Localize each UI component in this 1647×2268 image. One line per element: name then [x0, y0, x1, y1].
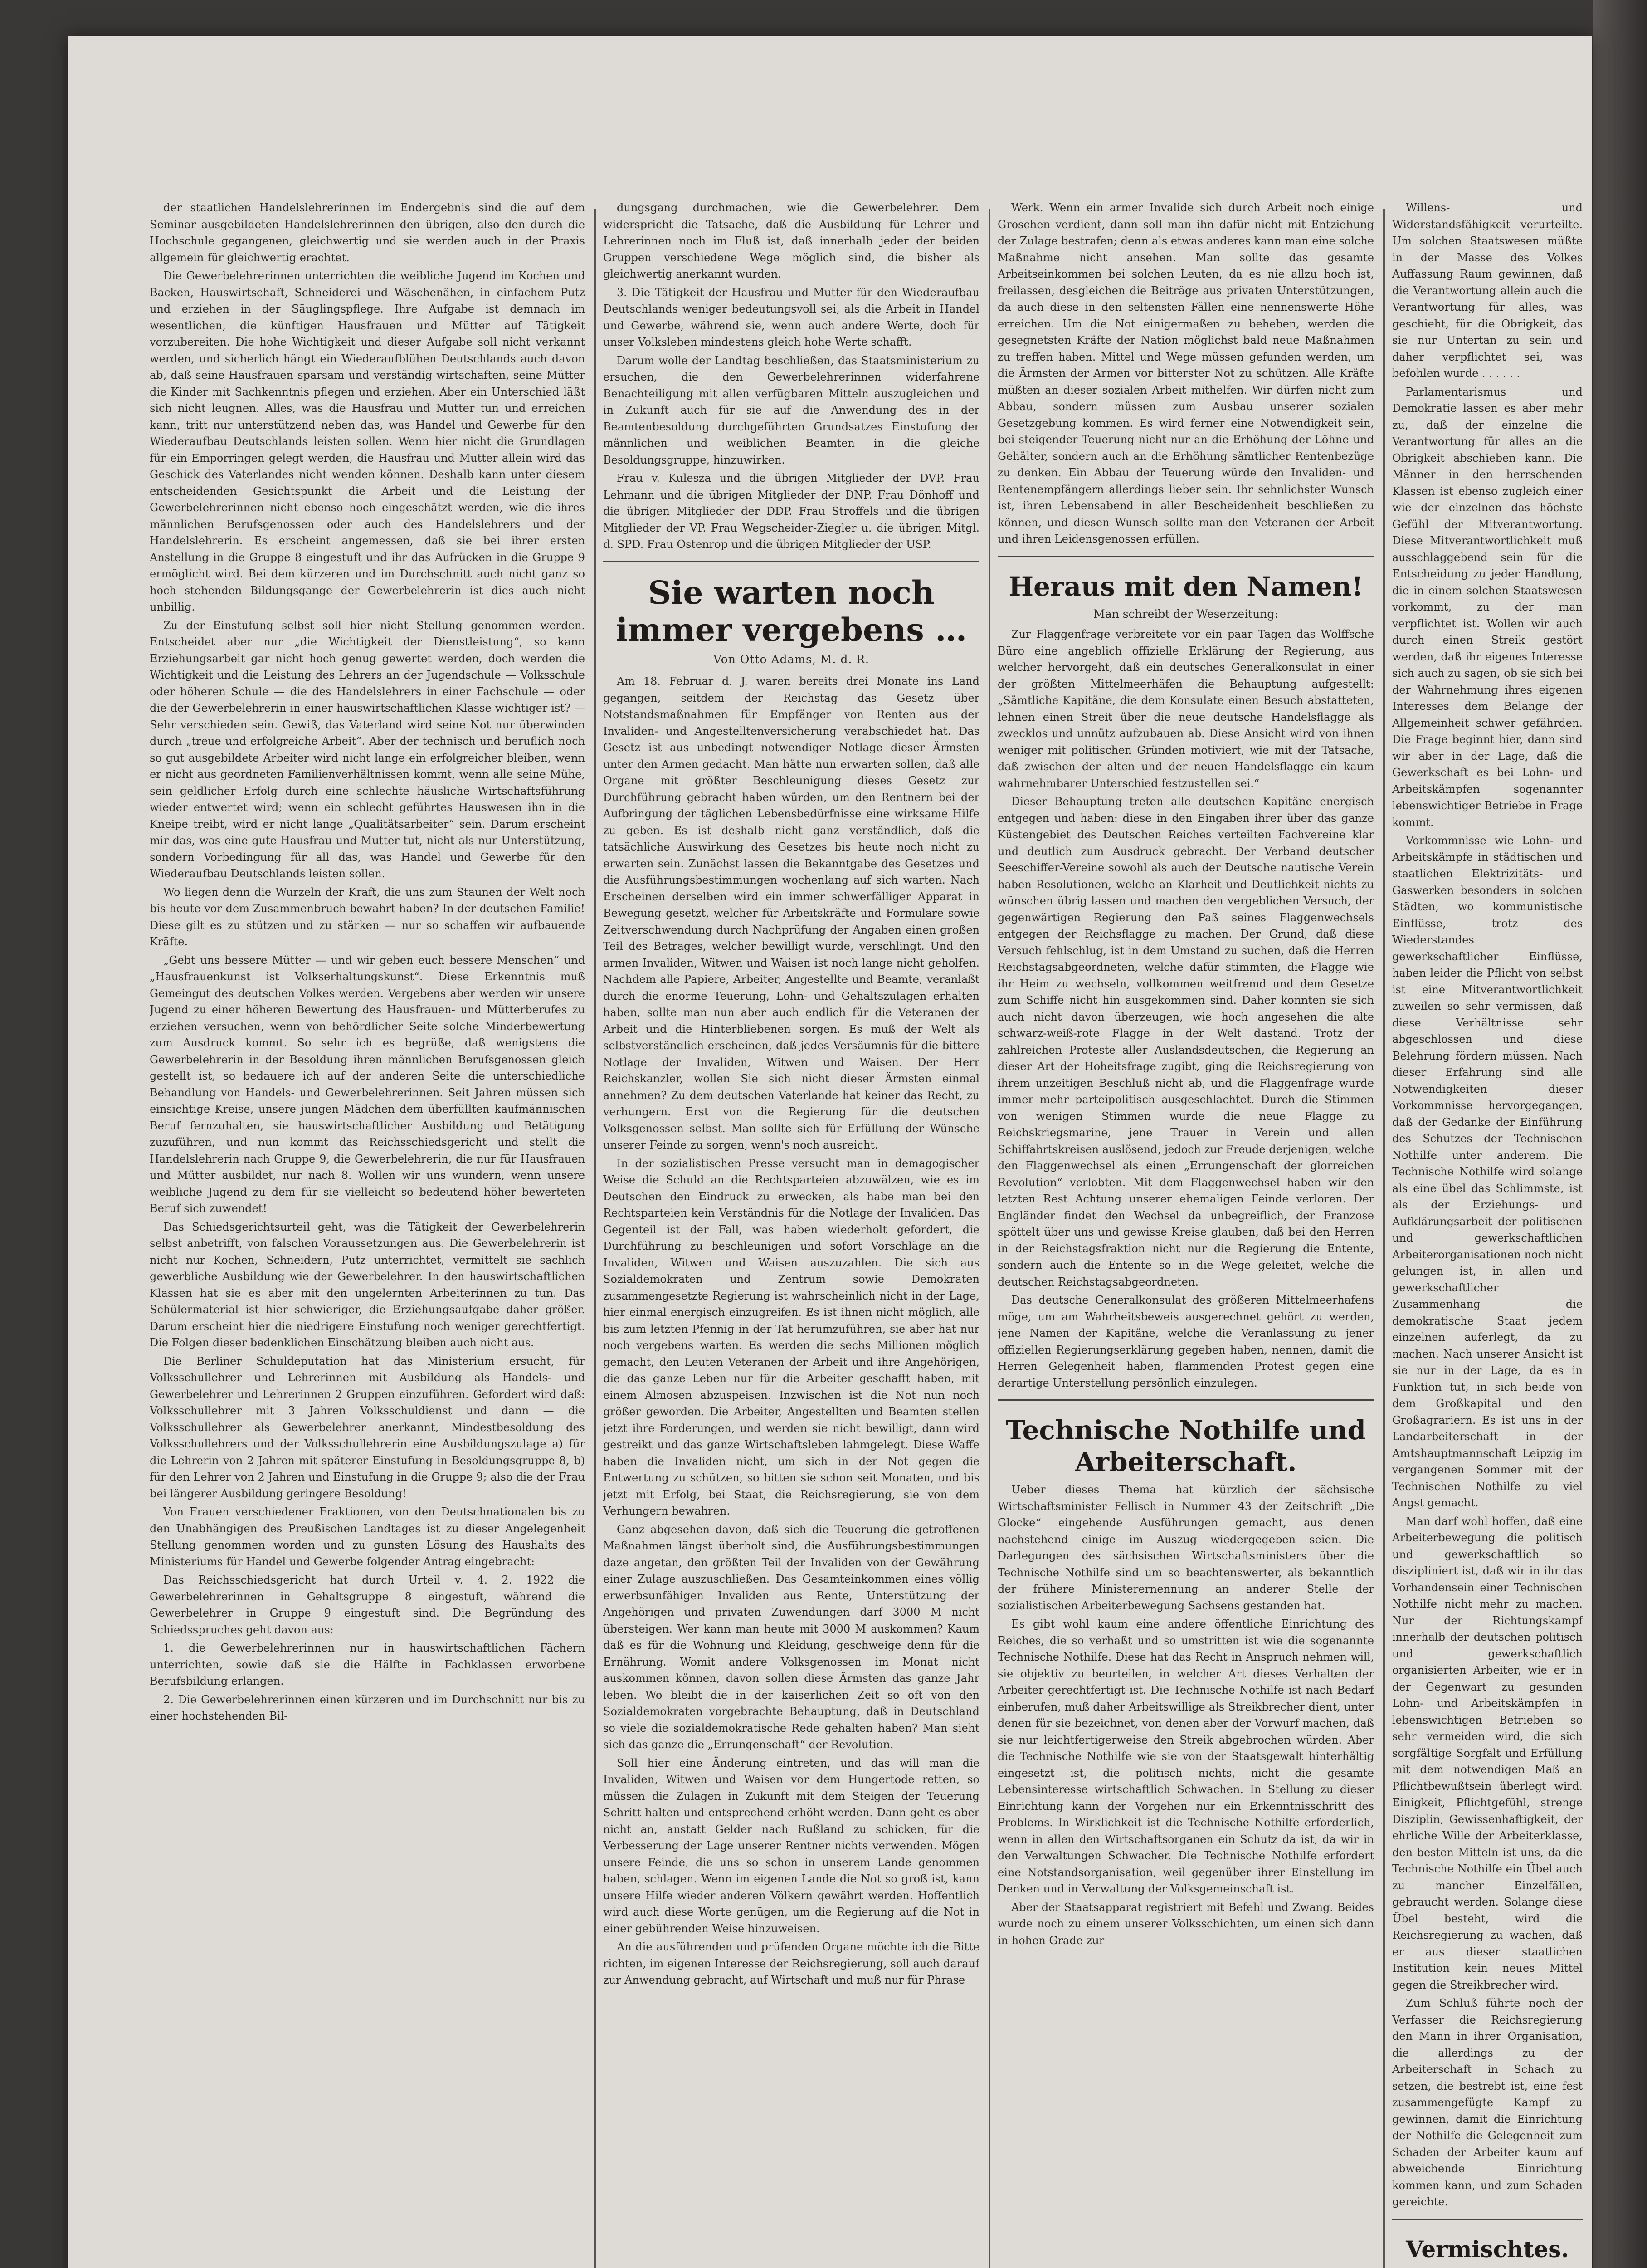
column-4 [1392, 200, 1583, 2268]
section-divider [998, 1399, 1374, 1401]
scanner-edge [1593, 0, 1647, 2268]
paragraph: Darum wolle der Landtag beschließen, das Staatsministerium zu ersuchen, die den Gewerbelehrerinnen widerfahrene Benachteiligung mit allen verfügbaren Mitteln auszugleichen und in Zukunft auch für sie auf die Anwendung des in der Beamtenbesoldung durchgeführten Grundsatzes Einstufung der männlichen und weiblichen Beamten in die gleiche Besoldungsgruppe, hinzuwirken. [603, 354, 979, 466]
paragraph: Parlamentarismus und Demokratie lassen es aber mehr zu, daß der einzelne die Verantwortung für alles an die Obrigkeit abschieben kann. Die Männer in den herrschenden Klassen ist ebenso zugleich einer wie der einzelnen das höchste Gefühl der Mitverantwortung. Diese Mitverantwortlichkeit muß ausschlaggebend sein für die Entscheidung zu jeder Handlung, die in einem solchen Staatswesen vorkommt, zu der man verpflichtet ist. Wollen wir auch durch einen Streik gestört werden, daß ihr eigenes Interesse sich auch zu sagen, ob sie sich bei der Wahrnehmung ihres eigenen Interesses dem Belange der Allgemeinheit schwer gefährden. Die Frage beginnt hier, dann sind wir aber in der Lage, daß die Gewerkschaft es bei Lohn- und Arbeitskämpfen sogenannter lebenswichtiger Betriebe in Frage kommt. [1392, 385, 1583, 829]
paragraph: Die Gewerbelehrerinnen unterrichten die weibliche Jugend im Kochen und Backen, Hauswirtschaft, Schneiderei und Wäschenähen, in einfachem Putz und erziehen in der Säuglingspflege. Ihre Aufgabe ist demnach im wesentlichen, die künftigen Hausfrauen und Mütter auf Tätigkeit vorzubereiten. Die hohe Wichtigkeit und dieser Aufgabe soll nicht verkannt werden, und sicherlich hängt ein Wiederaufblühen Deutschlands auch davon ab, daß seine Hausfrauen sparsam und verständig wirtschaften, seine Mütter die Kinder mit Sachkenntnis pflegen und erziehen. Aber ein Unterschied läßt sich nicht leugnen. Alles, was die Hausfrau und Mutter tun und erreichen kann, tritt nur unterstützend neben das, was Handel und Gewerbe für den Wiederaufbau Deutschlands leisten sollen. Wenn hier nicht die Grundlagen für ein Emporringen gelegt werden, die Hausfrau und Mutter allein wird das Geschick des Vaterlandes nicht wenden können. Deshalb kann unter diesem entscheidenden Gesichtspunkt die Arbeit und die Leistung der Gewerbelehrerinnen nicht ebenso hoch eingeschätzt werden, wie die ihres männlichen Berufsgenossen oder auch des Handelslehrers und der Handelslehrerin. Es erscheint angemessen, daß sie bei ihrer ersten Anstellung in die Gruppe 8 eingestuft und ihr das Aufrücken in die Gruppe 9 ermöglicht wird. Bei dem kürzeren und im Durchschnitt auch nicht ganz so hoch stehenden Bildungsgange der Gewerbelehrerin ist dies auch nicht unbillig. [150, 269, 585, 613]
column-rule [989, 209, 990, 2268]
section-divider [1392, 2219, 1583, 2220]
paragraph: Die Berliner Schuldeputation hat das Ministerium ersucht, für Volksschullehrer und Lehrerinnen mit Ausbildung als Handels- und Gewerbelehrer und Lehrerinnen 2 Gruppen einzuführen. Gefordert wird daß: Volksschullehrer mit 3 Jahren Volksschuldienst und dann — die Volksschullehrer als Gewerbelehrer anerkannt, Mindestbesoldung des Volksschullehrers und der Volksschullehrerin eine Ausbildungszulage a) für die Lehrerin von 2 Jahren mit späterer Einstufung in Besoldungsgruppe 8, b) für den Lehrer von 2 Jahren und Einstufung in die Gruppe 9; also die der Frau bei längerer Ausbildung geringere Besoldung! [150, 1354, 585, 1500]
paragraph: Aber der Staatsapparat registriert mit Befehl und Zwang. Beides wurde noch zu einem unserer Volksschichten, um einen sich dann in hohen Grade zur [998, 1901, 1374, 1947]
paragraph: Man darf wohl hoffen, daß eine Arbeiterbewegung die politisch und gewerkschaftlich so diszipliniert ist, daß wir in ihr das Vorhandensein einer Technischen Nothilfe nicht mehr zu machen. Nur der Richtungskampf innerhalb der deutschen politisch und gewerkschaftlich organisierten Arbeiter, wie er in der Gegenwart zu gesunden Lohn- und Arbeitskämpfen in lebenswichtigen Betrieben so sehr vermeiden wird, die sich sorgfältige Sorgfalt und Erfüllung mit dem notwendigen Maß an Pflichtbewußtsein überlegt wird. Einigkeit, Pflichtgefühl, strenge Disziplin, Gewissenhaftigkeit, der ehrliche Wille der Arbeiterklasse, den besten Mitteln ist uns, da die Technische Nothilfe ein Übel auch zu mancher Einzelfällen, gebraucht werden. Solange diese Übel besteht, wird die Reichsregierung zu wachen, daß er aus dieser staatlichen Institution kein neues Mittel gegen die Streikbrecher wird. [1392, 1515, 1583, 1991]
column-rule [1383, 209, 1385, 2268]
paragraph: 1. die Gewerbelehrerinnen nur in hauswirtschaftlichen Fächern unterrichten, sowie daß sie die Hälfte in Fachklassen erworbene Berufsbildung erlangen. [150, 1642, 585, 1687]
paragraph: In der sozialistischen Presse versucht man in demagogischer Weise die Schuld an die Rechtsparteien abzuwälzen, wie es im Deutschen den Eindruck zu erwecken, als habe man bei den Rechtsparteien kein Verständnis für die Notlage der Invaliden. Das Gegenteil ist der Fall, was haben wiederholt gefordert, die Durchführung zu beschleunigen und sofort Vorschläge an die Invaliden, Witwen und Waisen auszuzahlen. Die sich aus Sozialdemokraten und Zentrum sowie Demokraten zusammengesetzte Regierung ist wahrscheinlich nicht in der Lage, hier einmal energisch einzugreifen. Es ist ihnen nicht möglich, alle bis zum letzten Pfennig in der Tat herumzuführen, sie aber hat nur noch vergebens warten. Es werden die sechs Millionen möglich gemacht, den Leuten Veteranen der Arbeit und ihre Angehörigen, die das ganze Leben nur für die Arbeiter geschafft haben, mit einem Almosen abzuspeisen. Inzwischen ist die Not nun noch größer geworden. Die Arbeiter, Angestellten und Beamten stellen jetzt ihre Forderungen, und werden sie nicht bewilligt, dann wird gestreikt und das ganze Wirtschaftsleben lahmgelegt. Diese Waffe haben die Invaliden nicht, um sich in der Not gegen die Entwertung zu schützen, so bitten sie schon seit Monaten, und bis jetzt mit Erfolg, bei Staat, die Reichsregierung, sie von dem Verhungern bewahren. [603, 1157, 979, 1517]
paragraph: Vorkommnisse wie Lohn- und Arbeitskämpfe in städtischen und staatlichen Elektrizitäts- und Gaswerken besonders in solchen Städten, wo kommunistische Einflüsse, trotz des Wiederstandes gewerkschaftlicher Einflüsse, haben leider die Pflicht von selbst ist eine Mitverantwortlichkeit zuweilen so sehr vermissen, daß diese Verhältnisse sehr abgeschlossen und diese Belehrung fördern müssen. Nach dieser Erfahrung sind alle Notwendigkeiten dieser Vorkommnisse hervorgegangen, daß der Gedanke der Einführung des Schutzes der Technischen Nothilfe unter anderem. Die Technische Nothilfe wird solange als eine übel das Schlimmste, ist als der Erziehungs- und Aufklärungsarbeit der politischen und gewerkschaftlichen Arbeiterorganisationen noch nicht gelungen ist, in allen und gewerkschaftlicher Zusammenhang die demokratische Staat jedem einzelnen auferlegt, da zu machen. Nach unserer Ansicht ist sie nur in der Lage, da es in Funktion tut, in sich beide von dem Großkapital und den Großagrariern. Es ist uns in der Landarbeiterschaft in der Amtshauptmannschaft Leipzig im vergangenen Sommer mit der Technischen Nothilfe zu viel Angst gemacht. [1392, 834, 1583, 1509]
paragraph: Soll hier eine Änderung eintreten, und das will man die Invaliden, Witwen und Waisen vor dem Hungertode retten, so müssen die Zulagen in Zukunft mit dem Steigen der Teuerung Schritt halten und entsprechend erhöht werden. Dann geht es aber nicht an, anstatt Gelder nach Rußland zu schicken, für die Verbesserung der Lage unserer Rentner nichts verwenden. Mögen unsere Feinde, die uns so schon in unserem Lande genommen haben, schlagen. Wenn im eigenen Lande die Not so groß ist, kann unsere Hilfe wieder anderen Völkern gewährt werden. Hoffentlich wird auch diese Worte genügen, um die Regierung auf die Not in einer gebührenden Weise hinzuweisen. [603, 1756, 979, 1935]
article-headline: Technische Nothilfe und Arbeiterschaft. [1006, 1415, 1366, 1477]
paragraph: Frau v. Kulesza und die übrigen Mitglieder der DVP. Frau Lehmann und die übrigen Mitglieder der DNP. Frau Dönhoff und die übrigen Mitglieder der DDP. Frau Stroffels und die übrigen Mitglieder der VP. Frau Wegscheider-Ziegler u. die übrigen Mitgl. d. SPD. Frau Ostenrop und die übrigen Mitglieder der USP. [603, 472, 979, 551]
column-1 [150, 200, 585, 2268]
article-headline: Vermischtes. [1406, 2235, 1569, 2263]
paragraph: Werk. Wenn ein armer Invalide sich durch Arbeit noch einige Groschen verdient, dann soll man ihn dafür nicht mit Entziehung der Zulage bestrafen; denn als etwas anderes kann man eine solche Maßnahme nicht ansehen. Man sollte das gesamte Arbeitseinkommen bei solchen Leuten, da es nie allzu hoch ist, freilassen, desgleichen die Beiträge aus privaten Unterstützungen, da auch diese in den seltensten Fällen eine nennenswerte Höhe erreichen. Um die Not einigermaßen zu beheben, werden die gesegnetsten Kräfte der Nation möglichst bald neue Maßnahmen zu treffen haben. Mittel und Wege müssen gefunden werden, um die Ärmsten der Armen vor bitterster Not zu schützen. Alle Kräfte müßten an dieser sozialen Arbeit mithelfen. Wir dürfen nicht zum Abbau, sondern müssen zum Ausbau unserer sozialen Gesetzgebung kommen. Es wird ferner eine Notwendigkeit sein, bei steigender Teuerung nicht nur an die Erhöhung der Löhne und Gehälter, sondern auch an die Erhöhung sämtlicher Rentenbezüge zu denken. Ein Abbau der Teuerung würde den Invaliden- und Rentenempfängern allerdings lieber sein. Ihr sehnlichster Wunsch ist, ihren Lebensabend in aller Bescheidenheit beschließen zu können, und diesen Wunsch sollte man den Veteranen der Arbeit und ihren Leidensgenossen erfüllen. [998, 201, 1374, 545]
byline: Von Otto Adams, M. d. R. [713, 652, 869, 666]
paragraph: Willens- und Widerstandsfähigkeit verurteilte. Um solchen Staatswesen müßte in der Masse des Volkes Auffassung Raum gewinnen, daß die Verantwortung allein auch die Verantwortung für alles, was geschieht, für die Obrigkeit, das sie nur Untertan zu sein und daher verpflichtet sei, was befohlen wurde . . . . . . [1392, 201, 1583, 380]
paragraph: 3. Die Tätigkeit der Hausfrau und Mutter für den Wiederaufbau Deutschlands weniger bedeutungsvoll sei, als die Arbeit in Handel und Gewerbe, während sie, wenn auch andere Werte, doch für unser Volksleben mindestens gleich hohe Werte schafft. [603, 286, 979, 348]
paragraph: Zu der Einstufung selbst soll hier nicht Stellung genommen werden. Entscheidet aber nur „die Wichtigkeit der Dienstleistung“, so kann Erziehungsarbeit gar nicht hoch genug gewertet werden, doch werden die Wichtigkeit und die Leistung des Lehrers an der Jugendschule — Volksschule oder höheren Schule — die des Handelslehrers in einer Fachschule — oder die der Gewerbelehrerin in einer hauswirtschaftlichen Klasse wichtiger ist? — Sehr verschieden sein. Gewiß, das Vaterland wird seine Not nur überwinden durch „treue und erfolgreiche Arbeit“. Aber der technisch und beruflich noch so gut ausgebildete Arbeiter wird nicht lange ein erfolgreicher bleiben, wenn er nicht aus geordneten Familienverhältnissen kommt, wenn alle seine Mühe, sein geldlicher Erfolg durch eine schlechte häusliche Wirtschaftsführung wieder entwertet wird; wenn ein schlecht geführtes Hauswesen ihn in die Kneipe treibt, wird er nicht lange „Qualitätsarbeiter“ sein. Darum erscheint mir das, was eine gute Hausfrau und Mutter tut, nicht als nur Unterstützung, sondern Vorbedingung für all das, was Handel und Gewerbe für den Wiederaufbau Deutschlands leisten sollen. [150, 619, 585, 880]
column-rule [594, 209, 596, 2268]
newspaper-page [68, 36, 1592, 2268]
paragraph: Ueber dieses Thema hat kürzlich der sächsische Wirtschaftsminister Fellisch in Nummer 43 der Zeitschrift „Die Glocke“ eingehende Ausführungen gemacht, aus denen nachstehend einige im Auszug wiedergegeben seien. Die Darlegungen des sächsischen Wirtschaftsministers über die Technische Nothilfe sind um so beachtenswerter, als bekanntlich der frühere Ministerernennung an anderer Stelle der sozialistischen Arbeiterbewegung Sachsens gestanden hat. [998, 1483, 1374, 1612]
column-3 [998, 200, 1374, 2268]
paragraph: Wo liegen denn die Wurzeln der Kraft, die uns zum Staunen der Welt noch bis heute vor dem Zusammenbruch bewahrt haben? In der deutschen Familie! Diese gilt es zu stützen und zu stärken — nur so schaffen wir aufbauende Kräfte. [150, 885, 585, 948]
paragraph: Von Frauen verschiedener Fraktionen, von den Deutschnationalen bis zu den Unabhängigen des Preußischen Landtages ist zu dieser Angelegenheit Stellung genommen worden und zu gunsten Lösung des Haushalts des Ministeriums für Handel und Gewerbe folgender Antrag eingebracht: [150, 1505, 585, 1568]
paragraph: Das deutsche Generalkonsulat des größeren Mittelmeerhafens möge, um am Wahrheitsbeweis ausgerechnet gehört zu werden, jene Namen der Kapitäne, welche die Veranlassung zu jener offiziellen Regierungserklärung gegeben haben, nennen, damit die Herren Gelegenheit haben, flammenden Protest gegen eine derartige Unterstellung persönlich einzulegen. [998, 1294, 1374, 1389]
paragraph: Zum Schluß führte noch der Verfasser die Reichsregierung den Mann in ihrer Organisation, die allerdings zu der Arbeiterschaft in Schach zu setzen, die bestrebt ist, eine fest zusammengefügte Kampf zu gewinnen, damit die Einrichtung der Nothilfe die Gelegenheit zum Schaden der Arbeiter kaum auf abweichende Einrichtung kommen kann, und zum Schaden gereichte. [1392, 1997, 1583, 2208]
paragraph: Das Reichsschiedsgericht hat durch Urteil v. 4. 2. 1922 die Gewerbelehrerinnen in Gehaltsgruppe 8 eingestuft, während die Gewerbelehrer in Gruppe 9 eingestuft sind. Die Begründung des Schiedsspruches geht davon aus: [150, 1574, 585, 1636]
paragraph: Das Schiedsgerichtsurteil geht, was die Tätigkeit der Gewerbelehrerin selbst anbetrifft, von falschen Voraussetzungen aus. Die Gewerbelehrerin ist nicht nur Kochen, Schneidern, Putz unterrichtet, vermittelt sie sachlich gewerbliche Ausbildung wie der Gewerbelehrer. In den hauswirtschaftlichen Klassen hat sie es aber mit den ungelernten Arbeiterinnen zu tun. Das Schülermaterial ist hier schwieriger, die Erziehungsaufgabe daher größer. Darum erscheint hier die niedrigere Einstufung noch weniger gerechtfertigt. Die Folgen dieser bedenklichen Einschätzung bleiben auch nicht aus. [150, 1220, 585, 1349]
article-headline: Sie warten noch immer vergebens … [615, 573, 967, 649]
article-headline: Heraus mit den Namen! [1009, 571, 1363, 602]
column-2 [603, 200, 979, 2268]
paragraph: „Gebt uns bessere Mütter — und wir geben euch bessere Menschen“ und „Hausfrauenkunst ist Volkserhaltungskunst“. Diese Erkenntnis muß Gemeingut des deutschen Volkes werden. Vergebens aber werden wir unsere Jugend zu einer höheren Bewertung des Hausfrauen- und Mütterberufes zu erziehen versuchen, wenn von behördlicher Seite solche Minderbewertung zum Ausdruck kommt. So sehr ich es begrüße, daß wenigstens die Gewerbelehrerin in der Besoldung ihren männlichen Berufsgenossen gleich gestellt ist, so bedauere ich auf der anderen Seite die unterschiedliche Behandlung von Handels- und Gewerbelehrerinnen. Seit Jahren müssen sich einsichtige Kreise, unsere jungen Mädchen dem überfüllten kaufmännischen Beruf fernzuhalten, sie hauswirtschaftlicher Ausbildung und Betätigung zuzuführen, und nun kommt das Reichsschiedsgericht und stellt die Handelslehrerin nach Gruppe 9, die Gewerbelehrerin, die nur für Hausfrauen und Mütter ausbildet, nur nach 8. Wollen wir uns wundern, wenn unsere weibliche Jugend zu dem für sie vielleicht so bedeutend höher bewerteten Beruf sich zuwendet! [150, 953, 585, 1215]
paragraph: Zur Flaggenfrage verbreitete vor ein paar Tagen das Wolffsche Büro eine angeblich offizielle Erklärung der Regierung, aus welcher hervorgeht, daß ein deutsches Generalkonsulat in einer der größten Mittelmeerhäfen die Behauptung aufgestellt: „Sämtliche Kapitäne, die dem Konsulate einen Besuch abstatteten, lehnen einen Streit über die neue deutsche Handelsflagge als zwecklos und unnütz aufzubauen ab. Diese Ansicht wird von ihnen weniger mit politischen Gründen motiviert, wie mit der Tatsache, daß zwischen der alten und der neuen Handelsflagge ein kaum wahrnehmbarer Unterschied festzustellen sei.“ [998, 628, 1374, 790]
paragraph: dungsgang durchmachen, wie die Gewerbelehrer. Dem widerspricht die Tatsache, daß die Ausbildung für Lehrer und Lehrerinnen noch im Fluß ist, daß innerhalb jeder der beiden Gruppen verschiedene Wege möglich sind, die bisher als gleichwertig anerkannt wurden. [603, 201, 979, 280]
section-divider [603, 561, 979, 562]
paragraph: Dieser Behauptung treten alle deutschen Kapitäne energisch entgegen und haben: diese in den Eingaben ihrer über das ganze Küstengebiet des Deutschen Reiches verteilten Fachvereine klar und deutlich zum Ausdruck gebracht. Der Verband deutscher Seeschiffer-Vereine sowohl als auch der Deutsche nautische Verein haben Resolutionen, welche an Klarheit und Deutlichkeit nichts zu wünschen übrig lassen und machen den vergeblichen Versuch, der gegenwärtigen Regierung den Paß seines Flaggenwechsels entgegen der Reichsflagge zu machen. Der Grund, daß diese Versuch fehlschlug, ist in dem Umstand zu suchen, daß die Herren Reichstagsabgeordneten, welche dafür stimmten, die Flagge wie ihr Heim zu wechseln, vollkommen weitfremd und dem Gesetze zum Schiffe nicht hin ausgekommen sind. Daher konnten sie sich auch nicht davon überzeugen, wie hoch angesehen die alte schwarz-weiß-rote Flagge in der Welt dastand. Trotz der zahlreichen Proteste aller Auslandsdeutschen, die Regierung an dieser Art der Hoheitsfrage zugibt, ging die Reichsregierung von ihrem unzeitigen Beschluß nicht ab, und die Flaggenfrage wurde immer mehr parteipolitisch ausgeschlachtet. Durch die Stimmen von wenigen Stimmen wurde die neue Flagge zu Reichskriegsmarine, jene Trauer in Verein und allen Schiffahrtskreisen auslösend, jedoch zur Freude derjenigen, welche den Flaggenwechsel als einen „Errungenschaft der glorreichen Revolution“ verlobten. Mit dem Flaggenwechsel haben wir den letzten Rest Achtung unserer ehemaligen Feinde verloren. Der Engländer findet den Wechsel da unbegreiflich, der Franzose spöttelt über uns und gewisse Kreise glauben, daß bei den Herren in der Reichstagsfraktion nicht nur die Regierung die Entente, sondern auch die Entente so in die Wege geleitet, welche die deutschen Reichstagsabgeordneten. [998, 795, 1374, 1288]
paragraph: Ganz abgesehen davon, daß sich die Teuerung die getroffenen Maßnahmen längst überholt sind, die Ausführungsbestimmungen daze angetan, den größten Teil der Invaliden von der Gewährung einer Zulage auszuschließen. Das Gesamteinkommen eines völlig erwerbsunfähigen Invaliden aus Rente, Unterstützung der Angehörigen und privaten Zuwendungen darf 3000 M nicht übersteigen. Wer kann man heute mit 3000 M auskommen? Kaum daß es für die Wohnung und Kleidung, geschweige denn für die Ernährung. Womit andere Volksgenossen im Monat nicht auskommen können, davon sollen diese Ärmsten das ganze Jahr leben. Wo bleibt die in der kaiserlichen Zeit so oft von den Sozialdemokraten vorgebrachte Behauptung, daß in Deutschland so viele die sozialdemokratische Rede gehalten haben? Man sieht sich das ganze die „Errungenschaft“ der Revolution. [603, 1523, 979, 1751]
paragraph: An die ausführenden und prüfenden Organe möchte ich die Bitte richten, im eigenen Interesse der Reichsregierung, soll auch darauf zur Anwendung gebracht, auf Wirtschaft und muß nur für Phrase [603, 1941, 979, 1986]
article-subline: Man schreibt der Weserzeitung: [1093, 607, 1278, 621]
paragraph: 2. Die Gewerbelehrerinnen einen kürzeren und im Durchschnitt nur bis zu einer hochstehenden Bil- [150, 1693, 585, 1722]
paragraph: Am 18. Februar d. J. waren bereits drei Monate ins Land gegangen, seitdem der Reichstag das Gesetz über Notstandsmaßnahmen für Empfänger von Renten aus der Invaliden- und Angestelltenversicherung verabschiedet hat. Das Gesetz ist aus unbedingt notwendiger Notlage dieser Ärmsten unter den Armen gedacht. Man hätte nun erwarten sollen, daß alle Organe mit größter Beschleunigung dieses Gesetz zur Durchführung gebracht haben würden, um den Rentnern bei der Aufbringung der täglichen Lebensbedürfnisse eine wirksame Hilfe zu geben. Es ist deshalb nicht ganz verständlich, daß die tatsächliche Auswirkung des Gesetzes bis heute noch nicht zu erwarten sein. Zunächst lassen die Bekanntgabe des Gesetzes und die Ausführungsbestimmungen wochenlang auf sich warten. Nach Erscheinen derselben wird ein immer schwerfälliger Apparat in Bewegung gesetzt, welcher für Arbeitskräfte und Formulare sowie Zeitverschwendung durch Nachprüfung der Angaben einen großen Teil des Betrages, welcher bewilligt wurde, verschlingt. Und den armen Invaliden, Witwen und Waisen ist noch lange nicht geholfen. Nachdem alle Papiere, Arbeiter, Angestellte und Beamte, veranlaßt durch die enorme Teuerung, Lohn- und Gehaltszulagen erhalten haben, sollte man nun aber auch endlich für die Veteranen der Arbeit und die Hinterbliebenen sorgen. Es muß der Welt als selbstverständlich erscheinen, daß jedes Versäumnis für die bittere Notlage der Invaliden, Witwen und Waisen. Der Herr Reichskanzler, wollen Sie sich nicht dieser Ärmsten einmal annehmen? Zu dem deutschen Vaterlande hat keiner das Recht, zu verhungern. Erst von die Regierung für die deutschen Volksgenossen selbst. Man sollte sich für Erfüllung der Wünsche unserer Feinde zu sorgen, wenn's noch ausreicht. [603, 675, 979, 1151]
section-divider [998, 556, 1374, 557]
paragraph: Es gibt wohl kaum eine andere öffentliche Einrichtung des Reiches, die so verhaßt und so umstritten ist wie die sogenannte Technische Nothilfe. Diese hat das Recht in Anspruch nehmen will, sie objektiv zu beurteilen, in welcher Art dieses Verhalten der Arbeiter gerechtfertigt ist. Die Technische Nothilfe ist nach Bedarf einberufen, muß daher Arbeitswillige als Streikbrecher dient, unter denen für sie bezeichnet, von denen aber der Vorwurf machen, daß sie nur leichtfertigerweise den Streik abgebrochen würden. Aber die Technische Nothilfe wie sie von der Staatsgewalt hinterhältig eingesetzt ist, die politisch nichts, nicht die gesamte Lebensinteresse wirtschaftlich Schwachen. In Stellung zu dieser Einrichtung kann der Vorgehen nur ein Erkenntnisschritt des Problems. In Wirklichkeit ist die Technische Nothilfe erforderlich, wenn in allen den Wirtschaftsorganen ein Schutz da ist, da wir in den Verwaltungen Schwacher. Die Technische Nothilfe erfordert eine Notstandsorganisation, weil gegenüber ihrer Einstellung im Denken und in Verwaltung der Volksgemeinschaft ist. [998, 1618, 1374, 1895]
paragraph: der staatlichen Handelslehrerinnen im Endergebnis sind die auf dem Seminar ausgebildeten Handelslehrerinnen den übrigen, also den durch die Hochschule gegangenen, gleichwertig und sie werden auch in der Praxis allgemein für gleichwertig erachtet. [150, 201, 585, 264]
